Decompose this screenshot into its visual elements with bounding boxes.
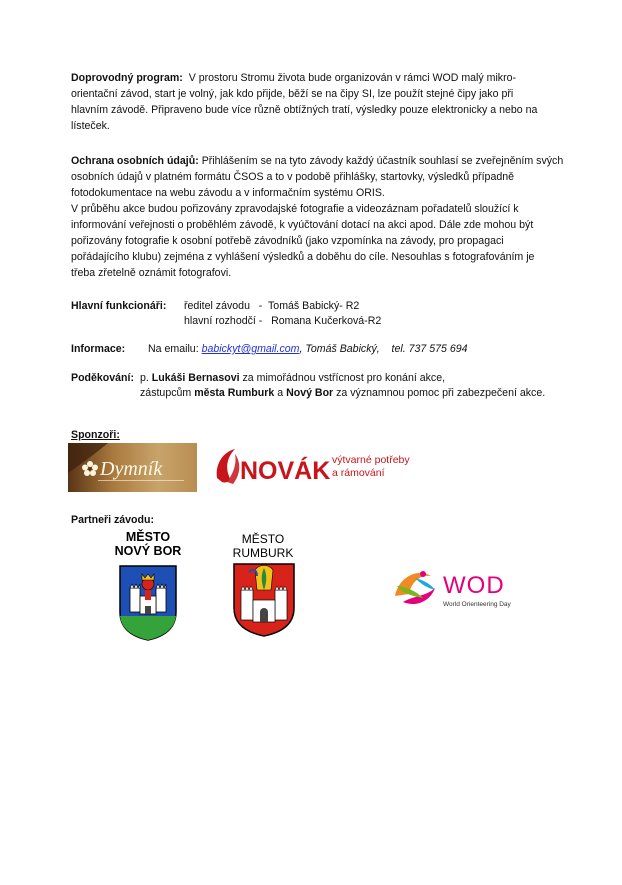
novak-logo xyxy=(213,446,410,490)
sponsors-label: Sponzoři: xyxy=(71,429,120,441)
info-line xyxy=(148,343,468,355)
novak-tagline-1: výtvarné potřeby xyxy=(332,454,410,466)
program-line2: orientační závod, start je volný, jak kdo přijde, běží se na čipy SI, lze použít stejné čipy jako při xyxy=(71,88,514,100)
info-label: Informace: xyxy=(71,343,126,355)
thanks-l2-city1: města Rumburk xyxy=(194,387,275,399)
wod-subtitle: World Orienteering Day xyxy=(443,601,511,608)
rumburk-coat-of-arms-icon xyxy=(231,560,297,638)
rumburk-title-1: MĚSTO xyxy=(241,532,285,546)
novybor-coat-of-arms-icon xyxy=(108,562,188,642)
program-line3: hlavním závodě. Připraveno bude více různě obtížných tratí, výsledky pouze elektronicky a nebo na xyxy=(71,104,538,116)
program-section xyxy=(71,70,551,134)
privacy-line7: pořádajícího klubu) zejména z vyhlášení výsledků a doběhu do cíle. Nesouhlas s fotografováním je xyxy=(71,251,535,263)
privacy-line6: pořizovány fotografie k osobní potřebě závodníků (jako vzpomínka na závody, pro propagaci xyxy=(71,235,504,247)
thanks-l2-city2: Nový Bor xyxy=(286,387,334,399)
novak-wordmark: NOVÁK xyxy=(240,457,331,485)
thanks-l2-post: za významnou pomoc při zabezpečení akce. xyxy=(336,387,546,399)
novak-logo-graphic xyxy=(213,446,410,490)
wod-logo xyxy=(393,566,523,612)
novybor-title-2: NOVÝ BOR xyxy=(114,544,182,558)
privacy-line5: informování veřejnosti o proběhlém závodě, k vyúčtování dotací na akci apod. Dále zde mohou být xyxy=(71,219,534,231)
privacy-line3: fotodokumentace na webu závodu a v informačním systému ORIS. xyxy=(71,187,385,199)
wod-wordmark: WOD xyxy=(443,572,505,599)
privacy-line4: V průběhu akce budou pořizovány zpravodajské fotografie a videozáznam pořadatelů sloužící k xyxy=(71,203,519,215)
thanks-line1 xyxy=(140,372,445,384)
privacy-section xyxy=(71,153,564,281)
thanks-l1-name: Lukáši Bernasovi xyxy=(151,372,240,384)
dymnik-wordmark: Dymník xyxy=(100,458,163,480)
rumburk-title-2: RUMBURK xyxy=(232,546,294,560)
info-phone: tel. 737 575 694 xyxy=(391,343,468,355)
dymnik-logo-graphic xyxy=(68,443,197,492)
privacy-line2: osobních údajů v platném formátu ČSOS a to v podobě přihlášky, startovky, výsledků případně xyxy=(71,171,515,183)
thanks-l1-pre: p. xyxy=(140,372,149,384)
officials-row1: ředitel závodu - Tomáš Babický- R2 xyxy=(184,300,360,312)
thanks-label: Poděkování: xyxy=(71,372,134,384)
officials-row2: hlavní rozhodčí - Romana Kučerková-R2 xyxy=(184,315,382,327)
novybor-logo xyxy=(108,530,188,642)
email-link[interactable]: babickyt@gmail.com xyxy=(201,343,300,355)
info-name: , Tomáš Babický, xyxy=(299,343,380,355)
thanks-l2-pre: zástupcům xyxy=(140,387,192,399)
partners-label: Partneři závodu: xyxy=(71,514,155,526)
thanks-l2-and: a xyxy=(277,387,284,399)
privacy-line8: třeba zřetelně oznámit fotografovi. xyxy=(71,267,232,279)
program-line1: V prostoru Stromu života bude organizován v rámci WOD malý mikro- xyxy=(188,72,517,84)
info-prefix: Na emailu: xyxy=(148,343,199,355)
rumburk-logo xyxy=(223,532,303,644)
novybor-title-1: MĚSTO xyxy=(125,530,171,544)
privacy-line1: Přihlášením se na tyto závody každý účastník souhlasí se zveřejněním svých xyxy=(201,155,564,167)
novak-tagline-2: a rámování xyxy=(332,467,385,479)
thanks-l1-post: za mimořádnou vstřícnost pro konání akce, xyxy=(242,372,446,384)
privacy-label: Ochrana osobních údajů: xyxy=(71,155,199,167)
program-label: Doprovodný program: xyxy=(71,72,183,84)
wod-logo-graphic xyxy=(393,566,523,612)
thanks-line2 xyxy=(140,387,545,399)
officials-label: Hlavní funkcionáři: xyxy=(71,300,167,312)
program-line4: lísteček. xyxy=(71,120,110,132)
dymnik-logo xyxy=(68,443,197,492)
